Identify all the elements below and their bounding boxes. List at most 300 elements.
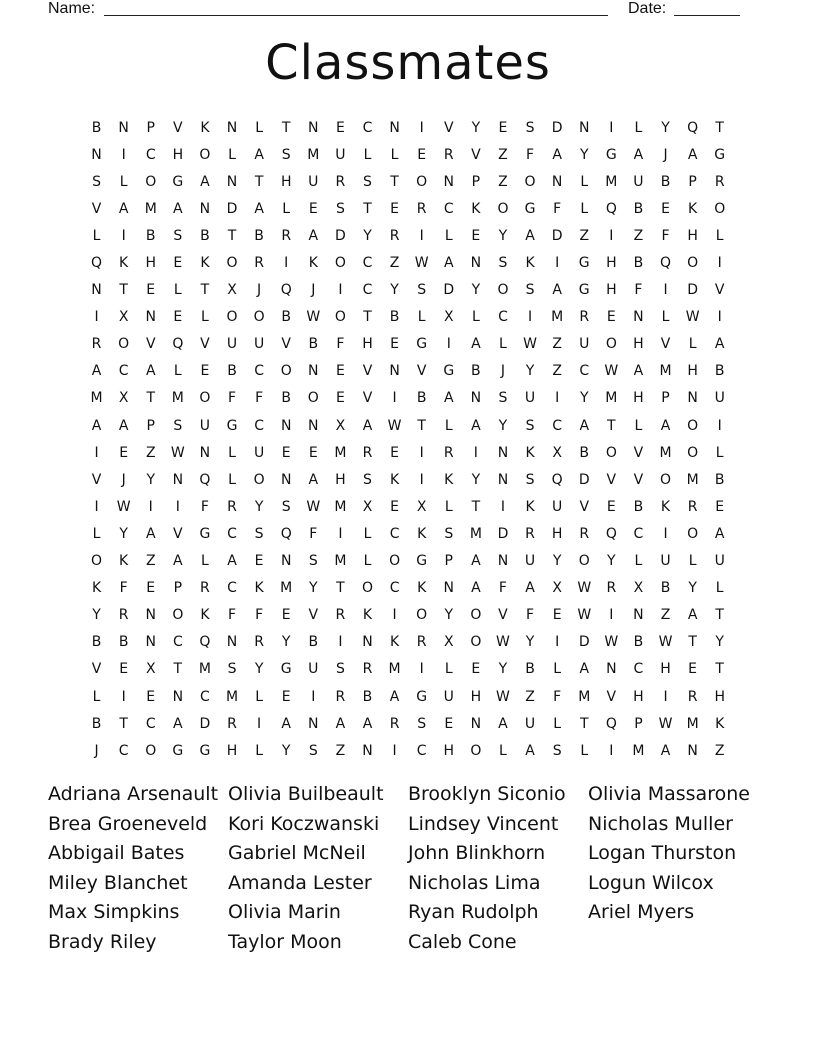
grid-letter[interactable]: O (416, 173, 428, 190)
grid-letter[interactable]: I (527, 309, 533, 326)
grid-letter[interactable]: X (443, 634, 454, 651)
grid-letter[interactable]: O (687, 255, 699, 272)
grid-letter[interactable]: M (334, 498, 347, 515)
grid-letter[interactable]: L (417, 309, 426, 326)
grid-letter[interactable]: X (552, 444, 562, 461)
grid-letter[interactable]: S (552, 742, 562, 759)
grid-letter[interactable]: N (308, 363, 319, 380)
grid-letter[interactable]: G (172, 173, 184, 190)
grid-letter[interactable]: N (633, 309, 644, 326)
grid-letter[interactable]: O (416, 607, 428, 624)
grid-letter[interactable]: N (443, 173, 454, 190)
grid-letter[interactable]: I (94, 498, 99, 515)
grid-letter[interactable]: B (471, 363, 481, 380)
grid-letter[interactable]: V (362, 363, 373, 380)
grid-letter[interactable]: E (281, 688, 291, 705)
grid-letter[interactable]: V (308, 607, 319, 624)
grid-letter[interactable]: M (388, 661, 401, 678)
grid-letter[interactable]: N (199, 444, 211, 461)
grid-letter[interactable]: R (335, 173, 346, 190)
grid-letter[interactable]: A (525, 742, 535, 759)
grid-letter[interactable]: I (500, 498, 506, 515)
grid-letter[interactable]: U (226, 336, 238, 353)
grid-letter[interactable]: W (523, 336, 537, 353)
grid-letter[interactable]: A (714, 525, 725, 542)
grid-letter[interactable]: A (389, 688, 400, 705)
grid-letter[interactable]: E (200, 363, 210, 380)
grid-letter[interactable]: N (91, 146, 102, 163)
grid-letter[interactable]: T (715, 607, 724, 624)
grid-letter[interactable]: S (92, 173, 101, 190)
grid-letter[interactable]: I (717, 417, 722, 434)
grid-letter[interactable]: T (715, 119, 724, 136)
grid-letter[interactable]: E (308, 444, 318, 461)
grid-letter[interactable]: H (551, 525, 563, 542)
grid-letter[interactable]: N (145, 309, 156, 326)
grid-letter[interactable]: U (335, 146, 346, 163)
grid-letter[interactable]: C (118, 363, 129, 380)
grid-letter[interactable]: A (633, 146, 644, 163)
grid-letter[interactable]: U (199, 417, 211, 434)
grid-letter[interactable]: B (200, 227, 210, 244)
grid-letter[interactable]: I (311, 688, 316, 705)
grid-letter[interactable]: W (577, 607, 592, 624)
grid-letter[interactable]: E (146, 282, 156, 299)
grid-letter[interactable]: Z (389, 255, 400, 272)
grid-letter[interactable]: C (498, 309, 508, 326)
grid-letter[interactable]: N (226, 634, 238, 651)
grid-letter[interactable]: E (390, 444, 399, 461)
grid-letter[interactable]: O (605, 336, 617, 353)
grid-letter[interactable]: O (199, 146, 211, 163)
grid-letter[interactable]: F (309, 525, 318, 542)
grid-letter[interactable]: L (688, 553, 697, 570)
grid-letter[interactable]: O (145, 742, 157, 759)
grid-letter[interactable]: R (91, 336, 102, 353)
grid-letter[interactable]: S (525, 471, 535, 488)
grid-letter[interactable]: Z (335, 742, 346, 759)
grid-letter[interactable]: O (524, 173, 536, 190)
grid-letter[interactable]: S (363, 471, 372, 488)
grid-letter[interactable]: A (660, 417, 671, 434)
grid-letter[interactable]: Y (715, 634, 724, 651)
grid-letter[interactable]: R (200, 580, 210, 597)
grid-letter[interactable]: I (284, 255, 289, 272)
grid-letter[interactable]: F (526, 607, 535, 624)
name-field-line[interactable] (104, 15, 608, 16)
grid-letter[interactable]: E (390, 498, 399, 515)
grid-letter[interactable]: I (338, 282, 343, 299)
grid-letter[interactable]: B (362, 688, 373, 705)
grid-letter[interactable]: N (443, 580, 454, 597)
grid-letter[interactable]: A (443, 390, 454, 407)
grid-letter[interactable]: Y (498, 227, 508, 244)
grid-letter[interactable]: B (145, 227, 156, 244)
grid-letter[interactable]: N (172, 688, 184, 705)
grid-letter[interactable]: Q (199, 471, 211, 488)
grid-letter[interactable]: Y (390, 282, 399, 299)
grid-letter[interactable]: A (362, 417, 373, 434)
grid-letter[interactable]: G (443, 363, 455, 380)
grid-letter[interactable]: W (604, 634, 619, 651)
grid-letter[interactable]: Y (552, 553, 562, 570)
grid-letter[interactable]: Y (363, 227, 372, 244)
grid-letter[interactable]: G (605, 146, 617, 163)
grid-letter[interactable]: W (577, 580, 592, 597)
grid-letter[interactable]: L (499, 336, 507, 353)
grid-letter[interactable]: J (121, 471, 126, 488)
grid-letter[interactable]: E (498, 119, 508, 136)
grid-letter[interactable]: X (145, 661, 156, 678)
grid-letter[interactable]: M (578, 688, 591, 705)
grid-letter[interactable]: J (311, 282, 316, 299)
grid-letter[interactable]: B (633, 200, 644, 217)
grid-letter[interactable]: O (334, 255, 346, 272)
grid-letter[interactable]: N (308, 119, 319, 136)
grid-letter[interactable]: E (308, 200, 318, 217)
grid-letter[interactable]: L (390, 146, 399, 163)
grid-letter[interactable]: O (660, 471, 672, 488)
grid-letter[interactable]: A (498, 715, 508, 732)
grid-letter[interactable]: P (444, 553, 453, 570)
grid-letter[interactable]: R (579, 525, 590, 542)
grid-letter[interactable]: I (419, 471, 424, 488)
grid-letter[interactable]: M (659, 363, 672, 380)
grid-letter[interactable]: L (580, 173, 589, 190)
grid-letter[interactable]: E (281, 444, 291, 461)
grid-letter[interactable]: N (308, 417, 319, 434)
grid-letter[interactable]: K (525, 255, 535, 272)
grid-letter[interactable]: S (525, 119, 535, 136)
grid-letter[interactable]: M (605, 173, 618, 190)
grid-letter[interactable]: N (280, 553, 292, 570)
grid-letter[interactable]: L (444, 417, 453, 434)
grid-letter[interactable]: R (335, 688, 346, 705)
grid-letter[interactable]: Y (471, 471, 481, 488)
grid-letter[interactable]: M (198, 661, 211, 678)
grid-letter[interactable]: V (91, 661, 102, 678)
grid-letter[interactable]: N (497, 444, 509, 461)
grid-letter[interactable]: Y (119, 525, 128, 542)
grid-letter[interactable]: I (609, 119, 614, 136)
grid-letter[interactable]: S (444, 525, 454, 542)
grid-letter[interactable]: F (336, 336, 345, 353)
grid-letter[interactable]: U (308, 173, 319, 190)
grid-letter[interactable]: E (335, 363, 345, 380)
grid-letter[interactable]: W (116, 498, 131, 515)
grid-letter[interactable]: R (281, 227, 292, 244)
grid-letter[interactable]: C (254, 417, 264, 434)
grid-letter[interactable]: N (389, 363, 400, 380)
grid-letter[interactable]: L (715, 227, 724, 244)
grid-letter[interactable]: A (91, 417, 102, 434)
grid-letter[interactable]: Q (605, 715, 617, 732)
grid-letter[interactable]: W (170, 444, 185, 461)
grid-letter[interactable]: E (715, 498, 725, 515)
grid-letter[interactable]: U (524, 715, 536, 732)
grid-letter[interactable]: O (145, 173, 157, 190)
grid-letter[interactable]: Y (254, 661, 264, 678)
grid-letter[interactable]: L (363, 553, 372, 570)
grid-letter[interactable]: L (92, 525, 101, 542)
grid-letter[interactable]: T (417, 417, 426, 434)
grid-letter[interactable]: Z (498, 173, 508, 190)
grid-letter[interactable]: B (281, 309, 291, 326)
grid-letter[interactable]: N (280, 471, 292, 488)
grid-letter[interactable]: H (687, 363, 698, 380)
grid-letter[interactable]: S (335, 661, 345, 678)
grid-letter[interactable]: F (227, 607, 237, 624)
grid-letter[interactable]: U (660, 553, 671, 570)
grid-letter[interactable]: A (552, 282, 562, 299)
grid-letter[interactable]: I (419, 661, 424, 678)
grid-letter[interactable]: A (579, 417, 590, 434)
grid-letter[interactable]: L (363, 525, 372, 542)
grid-letter[interactable]: K (200, 607, 210, 624)
grid-letter[interactable]: R (227, 498, 237, 515)
grid-letter[interactable]: Y (254, 498, 264, 515)
grid-letter[interactable]: S (173, 417, 183, 434)
grid-letter[interactable]: I (473, 444, 478, 461)
grid-letter[interactable]: K (525, 498, 535, 515)
grid-letter[interactable]: P (173, 580, 183, 597)
grid-letter[interactable]: J (663, 146, 668, 163)
grid-letter[interactable]: O (118, 336, 130, 353)
grid-letter[interactable]: F (526, 146, 535, 163)
grid-letter[interactable]: L (228, 471, 236, 488)
grid-letter[interactable]: S (525, 417, 535, 434)
grid-letter[interactable]: O (280, 363, 292, 380)
grid-letter[interactable]: O (226, 255, 238, 272)
grid-letter[interactable]: C (552, 417, 563, 434)
grid-letter[interactable]: E (661, 200, 670, 217)
grid-letter[interactable]: M (605, 390, 618, 407)
grid-letter[interactable]: N (199, 200, 211, 217)
grid-letter[interactable]: V (173, 525, 183, 542)
grid-letter[interactable]: B (525, 661, 535, 678)
grid-letter[interactable]: U (579, 336, 590, 353)
grid-letter[interactable]: F (119, 580, 128, 597)
grid-letter[interactable]: V (660, 336, 671, 353)
grid-letter[interactable]: A (687, 146, 698, 163)
grid-letter[interactable]: Z (633, 227, 644, 244)
grid-letter[interactable]: E (146, 580, 156, 597)
grid-letter[interactable]: K (525, 444, 535, 461)
grid-letter[interactable]: A (173, 715, 183, 732)
grid-letter[interactable]: R (525, 525, 535, 542)
grid-letter[interactable]: H (470, 688, 482, 705)
grid-letter[interactable]: M (307, 146, 320, 163)
grid-letter[interactable]: U (524, 390, 536, 407)
grid-letter[interactable]: G (199, 742, 211, 759)
grid-letter[interactable]: V (281, 336, 291, 353)
grid-letter[interactable]: Z (525, 688, 535, 705)
grid-letter[interactable]: Z (552, 363, 562, 380)
grid-letter[interactable]: L (228, 444, 236, 461)
grid-letter[interactable]: G (280, 661, 292, 678)
grid-letter[interactable]: K (119, 255, 129, 272)
grid-letter[interactable]: Y (471, 282, 481, 299)
grid-letter[interactable]: S (173, 227, 183, 244)
grid-letter[interactable]: E (173, 309, 183, 326)
grid-letter[interactable]: E (552, 607, 562, 624)
grid-letter[interactable]: D (226, 200, 238, 217)
grid-letter[interactable]: I (663, 282, 668, 299)
grid-letter[interactable]: S (227, 661, 237, 678)
grid-letter[interactable]: O (199, 390, 211, 407)
grid-letter[interactable]: B (579, 444, 590, 461)
grid-letter[interactable]: L (499, 742, 507, 759)
grid-letter[interactable]: L (92, 688, 101, 705)
grid-letter[interactable]: G (524, 200, 536, 217)
grid-letter[interactable]: L (201, 553, 209, 570)
grid-letter[interactable]: Q (605, 525, 617, 542)
grid-letter[interactable]: V (579, 498, 590, 515)
grid-letter[interactable]: Y (444, 607, 454, 624)
grid-letter[interactable]: T (688, 634, 697, 651)
grid-letter[interactable]: B (389, 309, 400, 326)
grid-letter[interactable]: V (200, 336, 210, 353)
grid-letter[interactable]: S (417, 715, 427, 732)
grid-letter[interactable]: G (578, 255, 590, 272)
grid-letter[interactable]: C (633, 661, 644, 678)
grid-letter[interactable]: W (604, 363, 619, 380)
grid-letter[interactable]: Y (688, 580, 697, 597)
grid-letter[interactable]: B (118, 634, 129, 651)
grid-letter[interactable]: A (173, 553, 183, 570)
grid-letter[interactable]: A (145, 363, 156, 380)
grid-letter[interactable]: I (663, 525, 668, 542)
grid-letter[interactable]: A (687, 607, 698, 624)
grid-letter[interactable]: J (257, 282, 262, 299)
grid-letter[interactable]: M (469, 525, 482, 542)
grid-letter[interactable]: D (335, 227, 346, 244)
grid-letter[interactable]: N (362, 742, 373, 759)
grid-letter[interactable]: A (579, 661, 590, 678)
grid-letter[interactable]: H (714, 688, 725, 705)
grid-letter[interactable]: A (714, 336, 725, 353)
grid-letter[interactable]: Y (498, 417, 508, 434)
grid-letter[interactable]: F (553, 688, 562, 705)
grid-letter[interactable]: P (688, 173, 697, 190)
grid-letter[interactable]: I (419, 119, 424, 136)
grid-letter[interactable]: D (199, 715, 211, 732)
grid-letter[interactable]: N (308, 715, 319, 732)
grid-letter[interactable]: D (497, 525, 509, 542)
grid-letter[interactable]: L (444, 661, 453, 678)
grid-letter[interactable]: T (227, 227, 237, 244)
grid-letter[interactable]: L (715, 444, 724, 461)
grid-letter[interactable]: U (308, 661, 319, 678)
grid-letter[interactable]: T (146, 390, 156, 407)
grid-letter[interactable]: A (471, 336, 481, 353)
grid-letter[interactable]: R (389, 715, 400, 732)
grid-letter[interactable]: E (146, 688, 156, 705)
grid-letter[interactable]: R (227, 715, 237, 732)
grid-letter[interactable]: U (443, 688, 454, 705)
grid-letter[interactable]: P (634, 715, 643, 732)
grid-letter[interactable]: S (498, 390, 508, 407)
grid-letter[interactable]: N (497, 553, 509, 570)
grid-letter[interactable]: A (471, 580, 481, 597)
grid-letter[interactable]: E (390, 200, 399, 217)
grid-letter[interactable]: U (633, 173, 644, 190)
grid-letter[interactable]: E (606, 498, 616, 515)
grid-letter[interactable]: Q (660, 255, 672, 272)
grid-letter[interactable]: M (551, 309, 564, 326)
grid-letter[interactable]: F (255, 390, 264, 407)
grid-letter[interactable]: I (392, 607, 397, 624)
grid-letter[interactable]: C (254, 363, 264, 380)
grid-letter[interactable]: N (497, 471, 509, 488)
grid-letter[interactable]: U (714, 390, 725, 407)
grid-letter[interactable]: S (525, 282, 535, 299)
grid-letter[interactable]: I (555, 255, 560, 272)
grid-letter[interactable]: A (633, 363, 644, 380)
grid-letter[interactable]: C (389, 525, 400, 542)
grid-letter[interactable]: I (392, 742, 397, 759)
grid-letter[interactable]: N (633, 607, 644, 624)
grid-letter[interactable]: E (471, 661, 481, 678)
grid-letter[interactable]: A (91, 363, 102, 380)
grid-letter[interactable]: V (606, 688, 617, 705)
grid-letter[interactable]: C (362, 282, 373, 299)
grid-letter[interactable]: M (632, 742, 645, 759)
grid-letter[interactable]: L (634, 553, 643, 570)
grid-letter[interactable]: F (661, 227, 670, 244)
grid-letter[interactable]: A (335, 715, 346, 732)
grid-letter[interactable]: L (282, 200, 291, 217)
grid-letter[interactable]: I (717, 309, 722, 326)
grid-letter[interactable]: Z (552, 336, 562, 353)
grid-letter[interactable]: W (658, 634, 673, 651)
grid-letter[interactable]: C (172, 634, 183, 651)
grid-letter[interactable]: B (91, 634, 102, 651)
grid-letter[interactable]: T (281, 119, 291, 136)
grid-letter[interactable]: T (200, 282, 210, 299)
grid-letter[interactable]: N (470, 255, 482, 272)
grid-letter[interactable]: P (146, 417, 155, 434)
grid-letter[interactable]: A (552, 146, 562, 163)
grid-letter[interactable]: C (579, 363, 590, 380)
grid-letter[interactable]: X (416, 498, 427, 515)
grid-letter[interactable]: A (200, 173, 210, 190)
grid-letter[interactable]: C (145, 715, 156, 732)
grid-letter[interactable]: F (634, 282, 643, 299)
grid-letter[interactable]: O (226, 309, 238, 326)
grid-letter[interactable]: H (687, 227, 698, 244)
grid-letter[interactable]: A (308, 471, 319, 488)
grid-letter[interactable]: B (227, 363, 237, 380)
grid-letter[interactable]: W (685, 309, 700, 326)
grid-letter[interactable]: V (606, 471, 617, 488)
grid-letter[interactable]: S (498, 255, 508, 272)
grid-letter[interactable]: Y (607, 553, 616, 570)
grid-letter[interactable]: B (714, 471, 725, 488)
grid-letter[interactable]: L (580, 200, 589, 217)
grid-letter[interactable]: V (91, 200, 102, 217)
grid-letter[interactable]: R (416, 200, 427, 217)
grid-letter[interactable]: V (471, 146, 481, 163)
grid-letter[interactable]: Y (281, 634, 291, 651)
grid-letter[interactable]: D (687, 282, 698, 299)
grid-letter[interactable]: E (119, 661, 129, 678)
grid-letter[interactable]: Y (661, 119, 670, 136)
grid-letter[interactable]: I (717, 255, 722, 272)
grid-letter[interactable]: K (444, 471, 454, 488)
grid-letter[interactable]: I (392, 390, 397, 407)
grid-letter[interactable]: I (338, 634, 343, 651)
